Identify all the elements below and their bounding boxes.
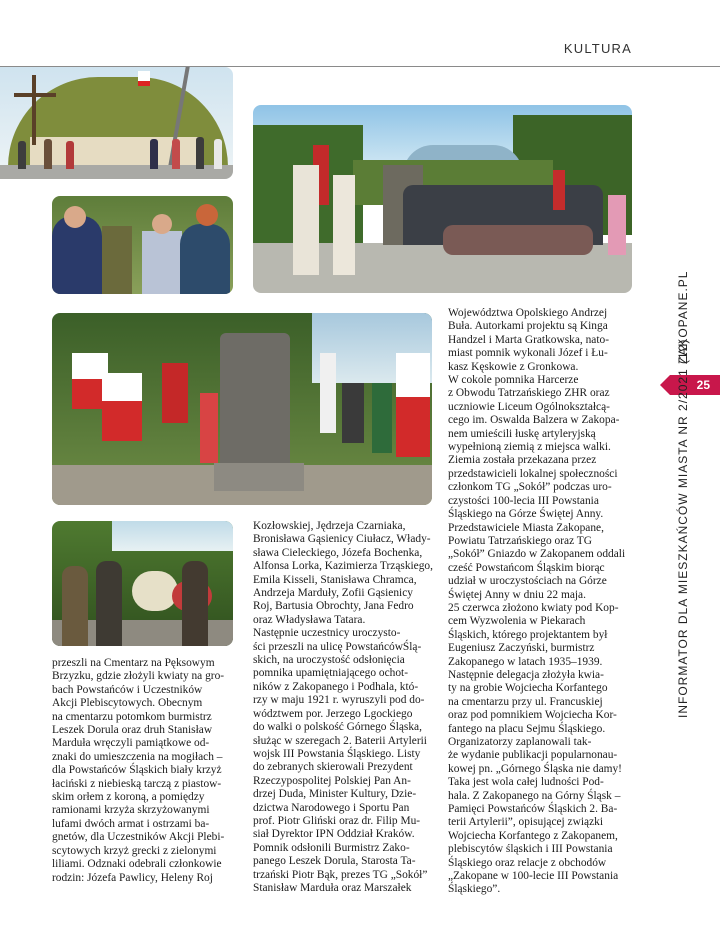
text-line: Śląskiego na Górze Świętej Anny. [448, 508, 604, 521]
text-line: ści przeszli na ulicę PowstańcówŚlą- [253, 640, 422, 653]
column-left [52, 657, 237, 885]
text-line: rodzin: Józefa Pawlicy, Heleny Roj [52, 871, 213, 884]
text-line: liliami. Odznaki odebrali członkowie [52, 858, 222, 871]
section-title: KULTURA [563, 41, 632, 56]
text-line: członkom TG „Sokół” podczas uro- [448, 481, 612, 494]
text-line: Śląskich, którego projektantem był [448, 628, 608, 641]
text-line: 25 czerwca złożono kwiaty pod Kop- [448, 601, 619, 614]
photo-cemetery-wreaths [52, 521, 233, 646]
text-line: łaciński z niebieską tarczą z piastow- [52, 777, 222, 790]
text-line: scytowych krzyż grecki z zielonymi [52, 844, 217, 857]
text-line: do walki o polskość Górnego Śląska, [253, 721, 422, 734]
text-line: wojsk III Powstania Śląskiego. Listy [253, 747, 421, 760]
text-line: plebiscytów śląskich i III Powstania [448, 843, 613, 856]
text-line: Województwa Opolskiego Andrzej [448, 307, 608, 319]
text-line: rzy w maju 1921 r. wyruszyli pod do- [253, 694, 425, 707]
text-line: udział w uroczystościach na Górze [448, 575, 607, 588]
text-line: skim orłem z koroną, a pomiędzy [52, 791, 205, 804]
site-url: ZAKOPANE.PL [676, 270, 690, 364]
page-number-tab: 25 [670, 375, 720, 395]
text-line: oraz pod pomnikiem Wojciecha Kor- [448, 709, 617, 722]
text-line: ników z Zakopanego i Podhala, któ- [253, 680, 419, 693]
text-line: gnetów, dla Uczestników Akcji Plebi- [52, 831, 225, 844]
text-line: znaki do umieszczenia na mogiłach – [52, 750, 223, 763]
text-line: W cokole pomnika Harcerze [448, 374, 579, 387]
text-line: cześć Powstańcom Śląskim biorąc [448, 561, 605, 574]
text-line: wypełnioną ziemią z miejsca walki. [448, 441, 611, 454]
photo-mound-ceremony [0, 67, 233, 179]
column-right [448, 307, 634, 897]
text-line: Emila Kisseli, Stanisława Chramca, [253, 573, 417, 586]
text-line: sława Cieleckiego, Józefa Bochenka, [253, 546, 423, 559]
magazine-issue: INFORMATOR DLA MIESZKAŃCÓW MIASTA NR 2/2021 (12) [676, 338, 690, 718]
text-line: Pamięci Powstańców Śląskich 2. Ba- [448, 803, 618, 816]
text-line: Leszek Dorula oraz druh Stanisław [52, 724, 213, 737]
text-line: że wydanie publikacji popularnonau- [448, 749, 618, 762]
column-middle [253, 520, 438, 895]
photo-crowd-mountains [253, 105, 632, 293]
text-line: Pomnik odsłonili Burmistrz Zako- [253, 841, 410, 854]
photo-monument-flags [52, 313, 432, 505]
text-line: Wojciecha Korfantego z Zakopanem, [448, 829, 618, 842]
text-line: Następnie delegacja złożyła kwia- [448, 668, 604, 681]
text-line: hala. Z Zakopanego na Górny Śląsk – [448, 789, 621, 802]
text-line: Andrzeja Marduły, Zofii Gąsienicy [253, 587, 413, 600]
text-line: wództwem por. Jerzego Lgockiego [253, 707, 413, 720]
text-line: Świętej Anny w dniu 22 maja. [448, 588, 586, 601]
text-line: Stanisław Marduła oraz Marszałek [253, 881, 412, 894]
text-line: na cmentarzu potomkom burmistrz [52, 710, 212, 723]
text-line: przedstawicieli lokalnej społeczności [448, 467, 618, 480]
text-line: Następnie uczestnicy uroczysto- [253, 627, 401, 640]
text-line: bach Powstańców i Uczestników [52, 683, 203, 696]
text-line: Handzel i Marta Gratkowska, nato- [448, 333, 609, 346]
text-line: Kozłowskiej, Jędrzeja Czarniaka, [253, 520, 406, 532]
text-line: prof. Piotr Gliński oraz dr. Filip Mu- [253, 814, 421, 827]
text-line: przeszli na Cmentarz na Pęksowym [52, 657, 215, 669]
text-line: dzictwa Narodowego i Sportu Pan [253, 801, 410, 814]
text-line: lufami dwóch armat i ostrzami ba- [52, 817, 210, 830]
text-line: panego Leszek Dorula, Starosta Ta- [253, 855, 416, 868]
text-line: Zakopanego w latach 1935–1939. [448, 655, 603, 668]
text-line: kasz Kęskowie z Gronkowa. [448, 360, 579, 373]
text-line: kowej pn. „Górnego Śląska nie damy! [448, 762, 622, 775]
text-line: siał Dyrektor IPN Oddział Kraków. [253, 828, 415, 841]
text-line: na cmentarzu przy ul. Francuskiej [448, 695, 603, 708]
text-line: z Obwodu Tatrzańskiego ZHR oraz [448, 387, 610, 400]
text-line: Przedstawiciele Miasta Zakopane, [448, 521, 604, 534]
text-line: „Zakopane w 100-lecie III Powstania [448, 870, 619, 883]
text-line: oraz Władysława Tatara. [253, 613, 366, 626]
text-line: uczniowie Liceum Ogólnokształcą- [448, 400, 610, 413]
text-line: czystości 100-lecia III Powstania [448, 494, 599, 507]
text-line: dla Powstańców Śląskich biały krzyż [52, 764, 222, 777]
text-line: cego im. Oswalda Balzera w Zakopa- [448, 414, 620, 427]
text-line: fantego na placu Sejmu Śląskiego. [448, 722, 606, 735]
text-line: miast pomnik wykonali Józef i Łu- [448, 347, 608, 360]
text-line: Brzyzku, gdzie złożyli kwiaty na gro- [52, 670, 225, 683]
text-line: Eugeniusz Zaczyński, burmistrz [448, 642, 595, 655]
text-line: Powiatu Tatrzańskiego oraz TG [448, 534, 592, 547]
text-line: drzej Duda, Minister Kultury, Dzie- [253, 788, 417, 801]
text-line: Roj, Bartusia Obrochty, Jana Fedro [253, 600, 414, 613]
text-line: służąc w szeregach 2. Baterii Artylerii [253, 734, 427, 747]
text-line: Rzeczypospolitej Polskiej Pan An- [253, 774, 411, 787]
text-line: ty na grobie Wojciecha Korfantego [448, 682, 608, 695]
text-line: skich, na uroczystość odsłonięcia [253, 654, 405, 667]
text-line: Ziemia została przekazana przez [448, 454, 597, 467]
text-line: cem Wyzwolenia w Piekarach [448, 615, 586, 628]
text-line: do zebranych skierowali Prezydent [253, 761, 413, 774]
text-line: Buła. Autorkami projektu są Kinga [448, 320, 608, 333]
text-line: „Sokół” Gniazdo w Zakopanem oddali [448, 548, 626, 561]
text-line: ramionami krzyża skrzyżowanymi [52, 804, 210, 817]
text-line: Akcji Plebiscytowych. Obecnym [52, 697, 203, 710]
text-line: Bronisława Gąsienicy Ciułacz, Włady- [253, 533, 431, 546]
text-line: pomnika upamiętniającego ochot- [253, 667, 408, 680]
text-line: Śląskiego oraz relacje z obchodów [448, 856, 607, 869]
photo-handshake [52, 196, 233, 294]
text-line: Organizatorzy zaplanowali tak- [448, 736, 592, 748]
text-line: Taka jest wola całej ludności Pod- [448, 776, 604, 789]
text-line: Śląskiego”. [448, 883, 501, 896]
text-line: Alfonsa Lorka, Kazimierza Trząskiego, [253, 560, 433, 573]
text-line: Marduła wręczyli pamiątkowe od- [52, 737, 210, 750]
text-line: trzański Piotr Bąk, prezes TG „Sokół” [253, 868, 428, 881]
text-line: nem umieścili łuskę artyleryjską [448, 427, 596, 440]
text-line: terii Artylerii”, opisującej związki [448, 816, 603, 829]
